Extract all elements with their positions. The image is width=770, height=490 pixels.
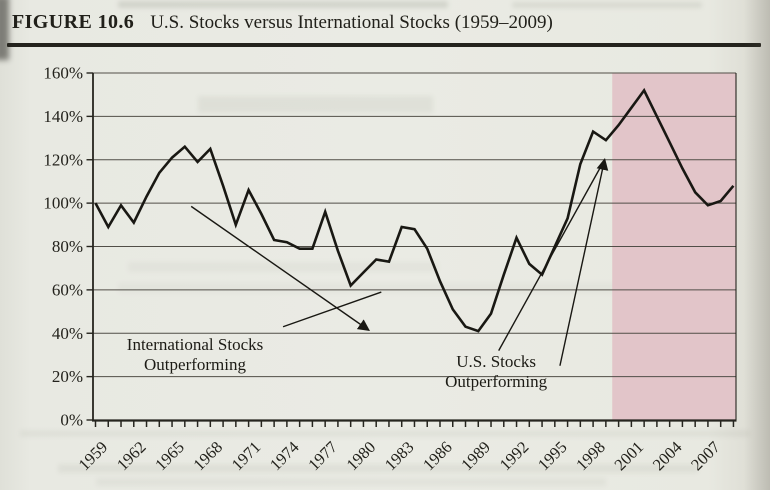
x-axis-label: 1980 [342, 437, 380, 475]
x-axis-label: 2004 [648, 437, 686, 475]
x-axis-label: 1974 [265, 437, 303, 475]
annotation-text-line: Outperforming [144, 354, 247, 374]
x-axis-label: 1986 [419, 437, 456, 475]
annotation-text-line: U.S. Stocks [456, 352, 537, 372]
y-axis-label: 0% [60, 410, 83, 430]
y-axis-label: 20% [51, 367, 83, 387]
annotation-arrow-line [560, 160, 605, 366]
annotation-text-line: Outperforming [445, 372, 548, 392]
annotation-international-stocks-outperforming [127, 335, 263, 375]
x-axis-label: 1971 [227, 437, 265, 475]
x-axis-label: 1962 [112, 437, 150, 475]
y-axis-label: 80% [51, 237, 83, 256]
y-axis-label: 140% [43, 106, 83, 126]
x-axis-label: 2007 [686, 437, 724, 475]
x-axis-label: 1965 [151, 437, 188, 475]
y-axis-label: 160% [43, 63, 83, 83]
x-axis-label: 1968 [189, 437, 227, 475]
x-axis-label: 1977 [304, 437, 341, 475]
x-axis-label: 1998 [572, 437, 609, 475]
x-axis-label: 1959 [74, 437, 112, 475]
annotation-us-stocks-outperforming [445, 352, 547, 392]
x-axis-label: 1995 [533, 437, 571, 475]
figure-title: U.S. Stocks versus International Stocks (1959–2009) [150, 12, 553, 33]
x-axis-label: 1989 [457, 437, 495, 475]
annotation-arrow-line [499, 160, 605, 351]
x-axis-label: 2001 [610, 437, 648, 475]
annotation-arrow-line [191, 206, 368, 330]
y-axis-label: 100% [43, 193, 83, 213]
figure-label: FIGURE 10.6 [12, 11, 135, 33]
x-axis-label: 1983 [380, 437, 418, 475]
annotation-arrow-line [283, 292, 381, 327]
annotation-text-line: International Stocks [126, 334, 264, 354]
y-axis-label: 60% [51, 280, 83, 300]
y-axis-label: 120% [43, 150, 83, 170]
y-axis-label: 40% [51, 323, 83, 343]
x-axis-label: 1992 [495, 437, 533, 475]
